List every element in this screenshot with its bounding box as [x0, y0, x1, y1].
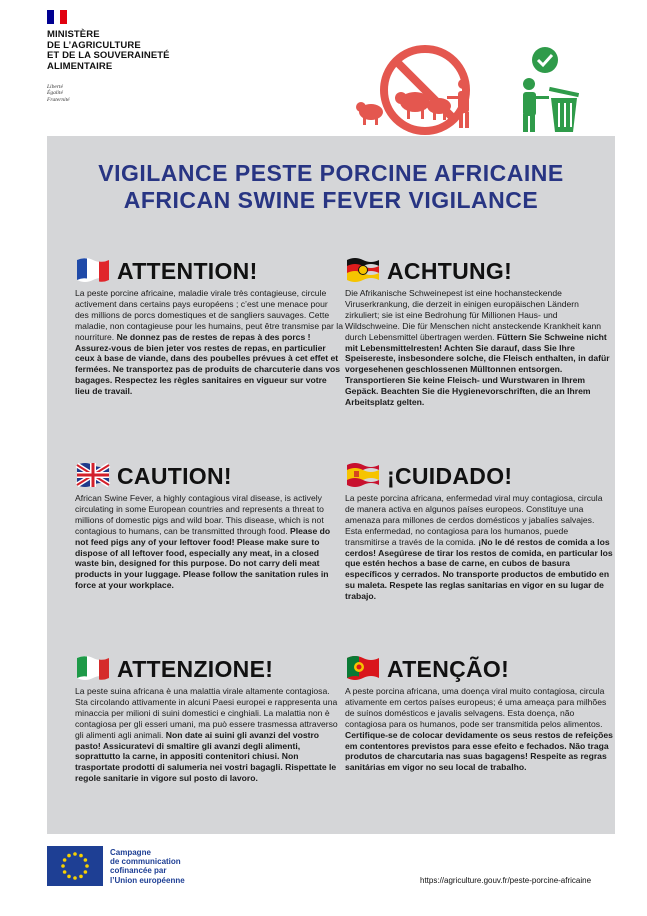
eu-star-icon [85, 864, 89, 868]
campaign-line: l’Union européenne [110, 875, 185, 885]
france-flag-icon [75, 256, 111, 284]
eu-star-icon [67, 875, 71, 879]
uk-flag-icon [75, 461, 111, 489]
section-portuguese [345, 654, 613, 773]
spain-flag-icon [345, 461, 381, 489]
ministry-line: ALIMENTAIRE [47, 60, 113, 72]
ministry-line: MINISTÈRE [47, 29, 100, 40]
title-english: AFRICAN SWINE FEVER VIGILANCE [123, 187, 539, 213]
text-bold: Please do not feed pigs any of your leftover food! Please make sure to dispose of all leftover food, especially any meat, in a closed waste bin, designed for this purpose. Do not carry deli meat products in your luggage. Please follow the sanitation rules in force at your workplace. [75, 525, 331, 591]
section-french [75, 256, 343, 397]
text-bold: Non date ai suini gli avanzi del vostro pasto! Assicuratevi di smaltire gli avanzi degli alimenti, soprattutto la carne, in appositi contenitori chiusi. Non trasportate prodotti di salumeria nei vostri bagagli. Rispettate le regole sanitarie in vigore sul posto di lavoro. [75, 729, 337, 784]
eu-star-icon [73, 876, 77, 880]
title-french: VIGILANCE PESTE PORCINE AFRICAINE [98, 160, 564, 186]
motto-line: Fraternité [47, 96, 70, 103]
motto-line: Liberté [47, 84, 63, 90]
french-republic-logo-icon [47, 10, 67, 24]
italy-flag-icon [75, 654, 111, 682]
heading-caution: CAUTION! [117, 463, 232, 489]
campaign-line: cofinancée par [110, 866, 167, 876]
portugal-flag-icon [345, 654, 381, 682]
campaign-text [110, 848, 185, 885]
heading-cuidado: ¡CUIDADO! [387, 463, 513, 489]
eu-star-icon [63, 858, 67, 862]
eu-star-icon [61, 864, 65, 868]
eu-star-icon [84, 870, 88, 874]
trash-bin-checkmark-icon [515, 46, 587, 136]
campaign-line: Campagne [110, 848, 151, 857]
heading-atencao: ATENÇÃO! [387, 656, 510, 682]
text-bold: Certifique-se de colocar devidamente os seus restos de refeições em contentores previstos para esse efeito e fechados. Não traga produtos de charcutaria nas suas bagagens! Respeite as regras sanitárias em vigor no seu local de trabalho. [345, 729, 613, 773]
eu-star-icon [79, 854, 83, 858]
heading-attenzione: ATTENZIONE! [117, 656, 274, 682]
text-english [75, 493, 343, 591]
ministry-line: ET DE LA SOUVERAINETÉ [47, 50, 170, 61]
text-portuguese [345, 686, 613, 773]
ministry-name [47, 30, 170, 72]
text-spanish [345, 493, 613, 602]
main-panel [47, 136, 615, 834]
heading-achtung: ACHTUNG! [387, 258, 513, 284]
text-bold: Füttern Sie Schweine nicht mit Lebensmittelresten! Achten Sie darauf, dass Sie Ihre Speisereste, insbesondere solche, die Fleisch enthalten, in dafür vorgesehenen geschlossenen Mülltonnen entsorgen. Transportieren Sie keine Fleisch- und Wurstwaren in Ihrem Gepäck. Beachten Sie die Hygienevorschriften, die an Ihrem Arbeitsplatz gelten. [345, 331, 610, 408]
motto-line: Égalité [47, 90, 63, 97]
text-normal: La peste porcina africana, enfermedad viral muy contagiosa, circula de manera activa en algunos países europeos. Constituye una amenaza para millones de cerdos domésticos y jabalíes salvajes. Esta enfermedad, no contagiosa para los humanos, puede transmitirse a través de la comida. [345, 493, 603, 547]
germany-flag-icon [345, 256, 381, 284]
eu-flag-icon [47, 846, 103, 886]
text-normal: Die Afrikanische Schweinepest ist eine hochansteckende Viruserkrankung, die derzeit in einigen europäischen Ländern zirkuliert; sie ist eine Bedrohung für Millionen Haus- und Wildschweine. Die für Menschen nicht ansteckende Krankheit kann durch Lebensmittel übertragen werden. [345, 288, 602, 342]
text-normal: La peste suina africana è una malattia virale altamente contagiosa. Sta circolando attivamente in alcuni Paesi europei e rappresenta una minaccia per milioni di suini domestici e cinghiali. La malattia non è contagiosa per gli esseri umani, ma può essere trasmessa attraverso gli alimenti agli animali. [75, 686, 338, 740]
section-italian [75, 654, 343, 784]
text-french [75, 288, 343, 397]
campaign-line: de communication [110, 857, 181, 867]
text-bold: Ne donnez pas de restes de repas à des porcs ! Assurez-vous de bien jeter vos restes de repas, en particulier ceux à base de viande, dans des poubelles prévues à cet effet et fermées. Ne transportez pas de produits de charcuterie dans vos bagages. Respectez les règles sanitaires en vigueur sur votre lieu de travail. [75, 331, 341, 397]
eu-star-icon [79, 875, 83, 879]
section-spanish [345, 461, 613, 602]
text-italian [75, 686, 343, 784]
motto [47, 84, 70, 103]
section-german [345, 256, 613, 408]
text-normal: African Swine Fever, a highly contagious viral disease, is actively circulating in some European countries and represents a threat to millions of domestic pigs and wild boar. This disease, which is not contagious to humans, can be transmitted through food. [75, 493, 324, 536]
eu-star-icon [63, 870, 67, 874]
eu-star-icon [73, 852, 77, 856]
eu-star-icon [67, 854, 71, 858]
website-url[interactable]: https://agriculture.gouv.fr/peste-porcine-africaine [420, 876, 592, 885]
text-german [345, 288, 613, 408]
no-feeding-pigs-icon [355, 44, 495, 140]
text-normal: A peste porcina africana, uma doença viral muito contagiosa, circula ativamente em certos países europeus; é uma ameaça para milhões de suínos domésticos e javalis selvagens. Esta doença, não contagiosa para os humanos, pode ser transmitida pelos alimentos. [345, 686, 607, 729]
ministry-line: DE L’AGRICULTURE [47, 39, 141, 51]
section-english [75, 461, 343, 591]
heading-attention: ATTENTION! [117, 258, 258, 284]
text-normal: La peste porcine africaine, maladie virale très contagieuse, circule activement dans certains pays européens ; c’est une menace pour des millions de porcs domestiques et de sangliers sauvages. Cette maladie, non contagieuse pour les humains, peut être transmise par la nourriture. [75, 288, 343, 342]
eu-star-icon [84, 858, 88, 862]
header [0, 0, 647, 140]
text-bold: ¡No le dé restos de comida a los cerdos! Asegúrese de tirar los restos de comida, en particular los que estén hechos a base de carne, en cubos de basura específicos y cerrados. No transporte productos de embutido en su maleta. Respete las reglas sanitarias en vigor en su lugar de trabajo. [345, 536, 613, 602]
